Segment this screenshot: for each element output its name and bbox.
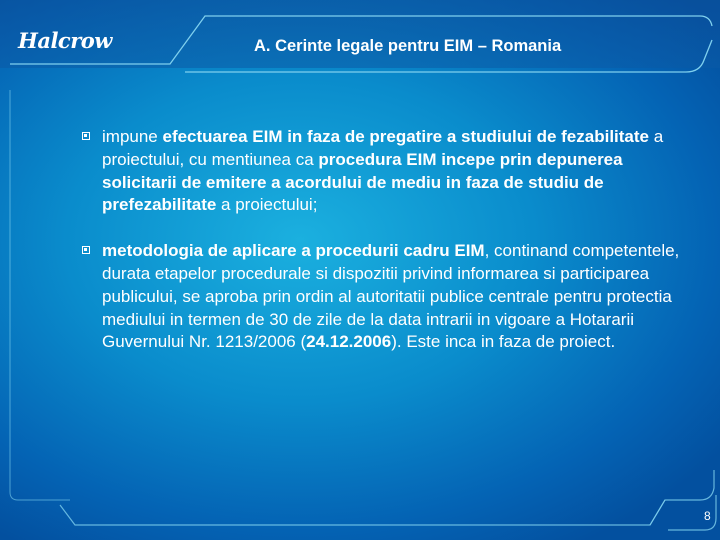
square-bullet-icon (82, 132, 90, 140)
bullet-text (102, 241, 679, 351)
text-segment-bold: procedura EIM incepe prin depunerea solicitarii de emitere a acordului de mediu in faza de studiu de prefezabilitate (102, 149, 623, 215)
bullet-list (82, 126, 682, 354)
bullet-item (82, 240, 682, 354)
square-bullet-icon (82, 246, 90, 254)
page-number: 8 (704, 509, 711, 523)
bullet-item (82, 126, 682, 217)
text-segment: ). Este inca in faza de proiect. (391, 332, 616, 352)
text-segment-bold: metodologia de aplicare a procedurii cadru EIM (102, 241, 485, 261)
text-segment: impune (102, 127, 163, 146)
text-segment: a proiectului, cu mentiunea ca (102, 127, 664, 169)
text-segment: a proiectului; (216, 195, 318, 215)
text-segment-bold: 24.12.2006 (306, 332, 392, 352)
bullet-text (102, 127, 663, 214)
halcrow-logo: Halcrow (18, 28, 112, 53)
slide-title: A. Cerinte legale pentru EIM – Romania (254, 37, 562, 55)
text-segment: , continand competentele, durata etapelor procedurale si dispozitii privind informarea si participarea publicului, se aproba prin ordin al autoritatii publice centrale pentru protectia mediului in termen de 30 de zile de la data intrarii in vigoare a Hotararii Guvernului Nr. 1213/2006 ( (102, 241, 680, 352)
text-segment-bold: efectuarea EIM in faza de pregatire a studiului de fezabilitate (162, 127, 650, 146)
